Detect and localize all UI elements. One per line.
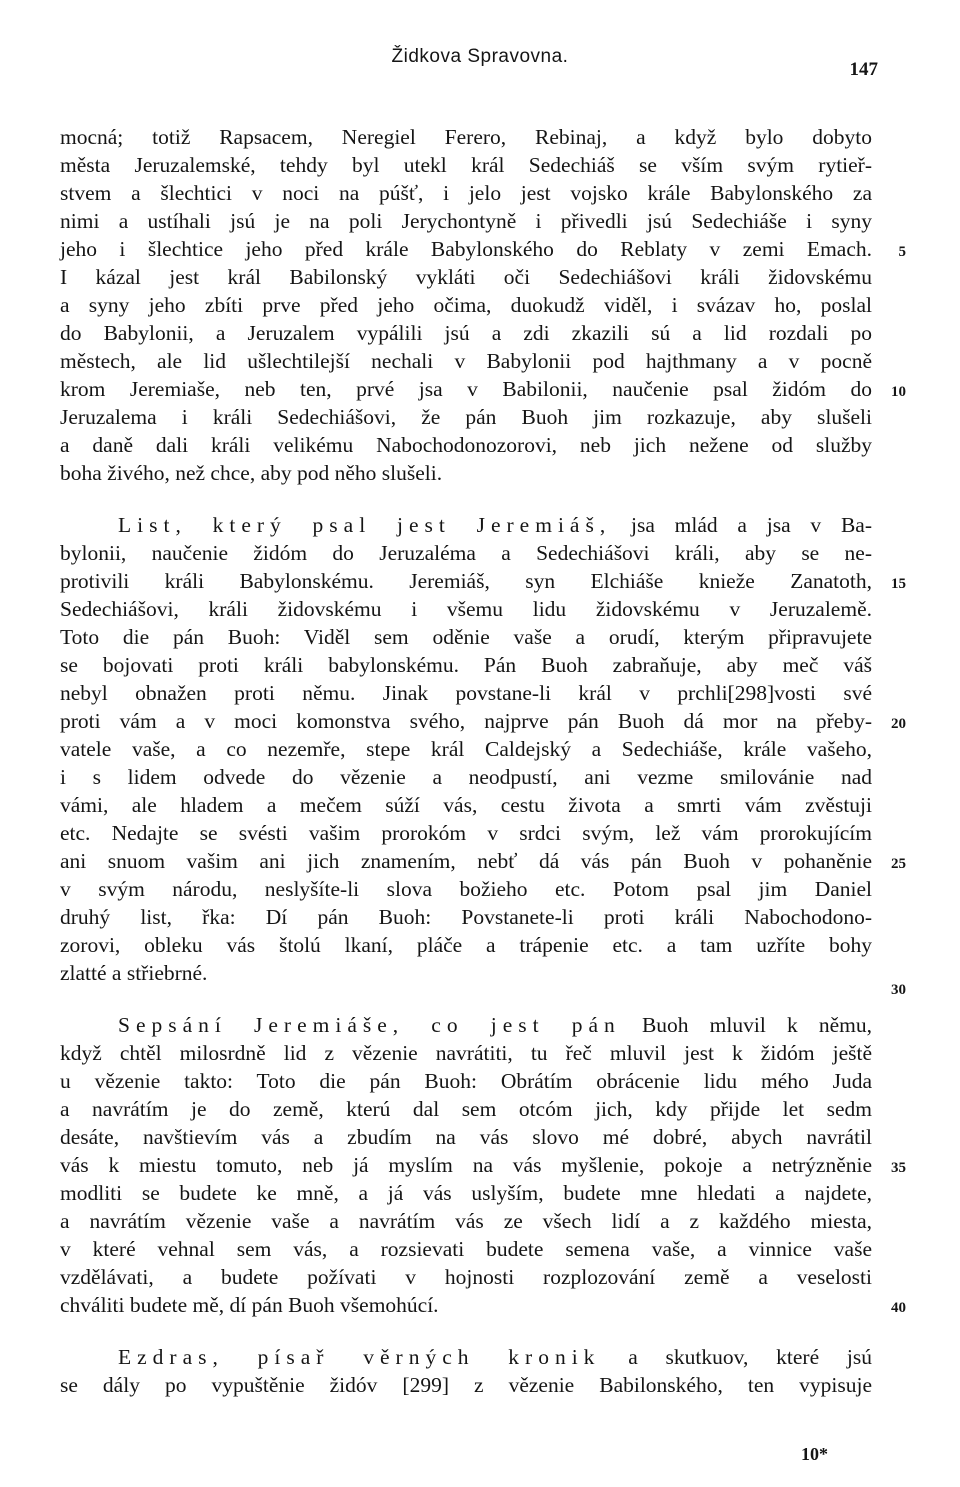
text-line: stvem a šlechtici v noci na púšť, i jelo jest vojsko krále Babylonského za <box>60 181 872 205</box>
lead-continuation: a skutkuov, které jsú <box>600 1345 873 1369</box>
text-line: se dály po vypuštěnie židóv [299] z vězenie Babilonského, ten vypisuje <box>60 1373 872 1397</box>
text-line: zlatté a střiebrné. <box>60 961 208 985</box>
text-line: a daně dali králi velikému Nabochodonozorovi, neb jich nežene od služby <box>60 433 872 457</box>
text-line: když chtěl milosrdně lid z vězenie navrátiti, tu řeč mluvil jest k židóm ještě <box>60 1041 872 1065</box>
text-line: protivili králi Babylonskému. Jeremiáš, syn Elchiáše knieže Zanatoth, <box>60 569 872 593</box>
text-line: I kázal jest král Babilonský vykláti oči Sedechiášovi králi židovskému <box>60 265 872 289</box>
text-line: zorovi, obleku vás štolú lkaní, pláče a trápenie etc. a tam uzříte bohy <box>60 933 872 957</box>
line-number: 40 <box>891 1300 906 1316</box>
text-line: vás k miestu tomuto, neb já myslím na vás myšlenie, pokoje a netrýzněnie <box>60 1153 872 1177</box>
text-line: se bojovati proti králi babylonskému. Pán Buoh zabraňuje, aby meč váš <box>60 653 872 677</box>
text-line: a navrátím vězenie vaše a navrátím vás ze všech lidí a z každého miesta, <box>60 1209 872 1233</box>
spaced-lead: List, který psal jest Jeremiáš, <box>118 513 612 537</box>
text-line: chváliti budete mě, dí pán Buoh všemohúcí. <box>60 1293 439 1317</box>
text-line: bylonii, naučenie židóm do Jeruzaléma a Sedechiášovi králi, aby se ne- <box>60 541 872 565</box>
text-line: jeho i šlechtice jeho před krále Babylonského do Reblaty v zemi Emach. <box>60 237 872 261</box>
text-line: etc. Nedajte se svésti vašim prorokóm v srdci svým, lež vám prorokujícím <box>60 821 872 845</box>
line-number: 30 <box>891 982 906 998</box>
paragraph-first-line <box>118 512 872 538</box>
text-line: do Babylonii, a Jeruzalem vypálili jsú a zdi zkazili sú a lid rozdali po <box>60 321 872 345</box>
text-line: Jeruzalema i králi Sedechiášovi, že pán Buoh jim rozkazuje, aby slušeli <box>60 405 872 429</box>
text-line: ani snuom vašim ani jich znamením, nebť dá vás pán Buoh v pohaněnie <box>60 849 872 873</box>
lead-continuation: Buoh mluvil k němu, <box>620 1013 872 1037</box>
text-line: proti vám a v moci komonstva svého, najprve pán Buoh dá mor na přeby- <box>60 709 872 733</box>
text-line: druhý list, řka: Dí pán Buoh: Povstanete-li proti králi Nabochodono- <box>60 905 872 929</box>
line-number: 15 <box>891 576 906 592</box>
text-line: a navrátím je do země, kterú dal sem otcóm jich, kdy přijde let sedm <box>60 1097 872 1121</box>
text-line: vzdělávati, a budete požívati v hojnosti rozplozování země a veselosti <box>60 1265 872 1289</box>
running-header: Židkova Spravovna. <box>391 46 569 67</box>
line-number: 20 <box>891 716 906 732</box>
text-line: nimi a ustíhali jsú je na poli Jerychontyně i přivedli jsú Sedechiáše i syny <box>60 209 872 233</box>
line-number: 25 <box>891 856 906 872</box>
text-line: mocná; totiž Rapsacem, Neregiel Ferero, Rebinaj, a když bylo dobyto <box>60 125 872 149</box>
line-number: 5 <box>898 244 906 260</box>
text-line: u vězenie takto: Toto die pán Buoh: Obrátím obrácenie lidu mého Juda <box>60 1069 872 1093</box>
text-line: krom Jeremiaše, neb ten, prvé jsa v Babilonii, naučenie psal židóm do <box>60 377 872 401</box>
text-line: modliti se budete ke mně, a já vás uslyším, budete mne hledati a najdete, <box>60 1181 872 1205</box>
text-line: boha živého, než chce, aby pod něho slušeli. <box>60 461 443 485</box>
signature-mark: 10* <box>801 1444 828 1464</box>
spaced-lead: Ezdras, písař věrných kronik <box>118 1345 601 1369</box>
text-line: vatele vaše, a co nezemře, stepe král Caldejský a Sedechiáše, krále vašeho, <box>60 737 872 761</box>
page-number: 147 <box>849 59 878 80</box>
text-line: města Jeruzalemské, tehdy byl utekl král Sedechiáš se vším svým rytieř- <box>60 153 872 177</box>
text-line: Sedechiášovi, králi židovskému i všemu lidu židovskému v Jeruzalemě. <box>60 597 872 621</box>
line-number: 10 <box>891 384 906 400</box>
text-line: a syny jeho zbíti prve před jeho očima, duokudž viděl, i svázav ho, poslal <box>60 293 872 317</box>
paragraph-first-line <box>118 1344 872 1370</box>
text-line: nebyl obnažen proti němu. Jinak povstane-li král v prchli[298]vosti své <box>60 681 872 705</box>
text-line: i s lidem odvede do vězenie a neodpustí, ani vezme smilovánie nad <box>60 765 872 789</box>
text-line: desáte, navštievím vás a zbudím na vás slovo mé dobré, abych navrátil <box>60 1125 872 1149</box>
text-line: Toto die pán Buoh: Viděl sem oděnie vaše a orudí, kterým připravujete <box>60 625 872 649</box>
line-number: 35 <box>891 1160 906 1176</box>
lead-continuation: jsa mlád a jsa v Ba- <box>611 513 872 537</box>
paragraph-first-line <box>118 1012 872 1038</box>
text-line: v které vehnal sem vás, a rozsievati budete semena vaše, a vinnice vaše <box>60 1237 872 1261</box>
spaced-lead: Sepsání Jeremiáše, co jest pán <box>118 1013 621 1037</box>
text-line: vámi, ale hladem a mečem súží vás, cestu života a smrti vám zvěstuji <box>60 793 872 817</box>
text-line: v svým národu, neslyšíte-li slova božieho etc. Potom psal jim Daniel <box>60 877 872 901</box>
text-line: městech, ale lid ušlechtilejší nechali v Babylonii pod hajthmany a v pocně <box>60 349 872 373</box>
